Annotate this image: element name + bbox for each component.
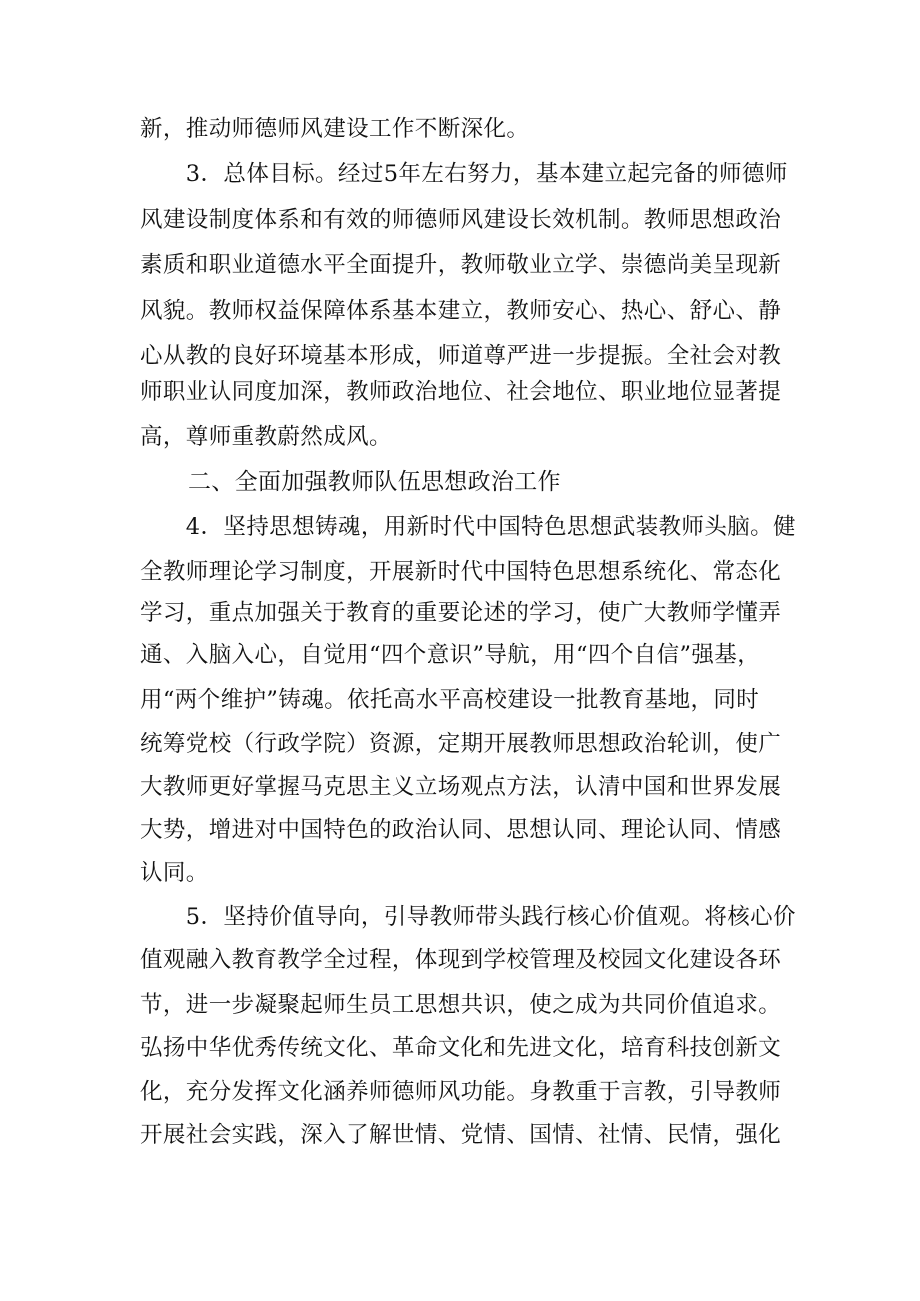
text-line: 统筹党校（行政学院）资源，定期开展教师思想政治轮训，使广 [140, 731, 782, 757]
section-heading: 二、全面加强教师队伍思想政治工作 [188, 469, 561, 495]
text-line: 高，尊师重教蔚然成风。 [140, 424, 392, 450]
text-line: 认同。 [140, 860, 209, 886]
text-line: 师职业认同度加深，教师政治地位、社会地位、职业地位显著提 [140, 379, 782, 405]
text-line: 用“两个维护”铸魂。依托高水平高校建设一批教育基地，同时 [140, 687, 760, 713]
text-line: 全教师理论学习制度，开展新时代中国特色思想系统化、常态化 [140, 559, 782, 585]
text-line: 大教师更好掌握马克思主义立场观点方法，认清中国和世界发展 [140, 774, 782, 800]
text-line: 值观融入教育教学全过程，体现到学校管理及校园文化建设各环 [140, 947, 782, 973]
text-line: 风貌。教师权益保障体系基本建立，教师安心、热心、舒心、静 [140, 298, 782, 324]
text-line: 节，进一步凝聚起师生员工思想共识，使之成为共同价值追求。 [140, 992, 782, 1018]
text-line: 弘扬中华优秀传统文化、革命文化和先进文化，培育科技创新文 [140, 1035, 782, 1061]
text-line: 学习，重点加强关于教育的重要论述的学习，使广大教师学懂弄 [140, 600, 782, 626]
text-line: 5．坚持价值导向，引导教师带头践行核心价值观。将核心价 [140, 904, 796, 930]
text-line: 4．坚持思想铸魂，用新时代中国特色思想武装教师头脑。健 [140, 514, 796, 540]
text-line: 3．总体目标。经过5年左右努力，基本建立起完备的师德师 [140, 161, 788, 187]
text-line: 新，推动师德师风建设工作不断深化。 [140, 116, 530, 142]
text-line: 开展社会实践，深入了解世情、党情、国情、社情、民情，强化 [140, 1122, 782, 1148]
text-line: 化，充分发挥文化涵养师德师风功能。身教重于言教，引导教师 [140, 1079, 782, 1105]
text-line: 风建设制度体系和有效的师德师风建设长效机制。教师思想政治 [140, 207, 782, 233]
text-line: 素质和职业道德水平全面提升，教师敬业立学、崇德尚美呈现新 [140, 252, 782, 278]
text-line: 大势，增进对中国特色的政治认同、思想认同、理论认同、情感 [140, 817, 782, 843]
text-line: 通、入脑入心，自觉用“四个意识”导航，用“四个自信”强基， [140, 642, 761, 668]
text-line: 心从教的良好环境基本形成，师道尊严进一步提振。全社会对教 [140, 343, 782, 369]
